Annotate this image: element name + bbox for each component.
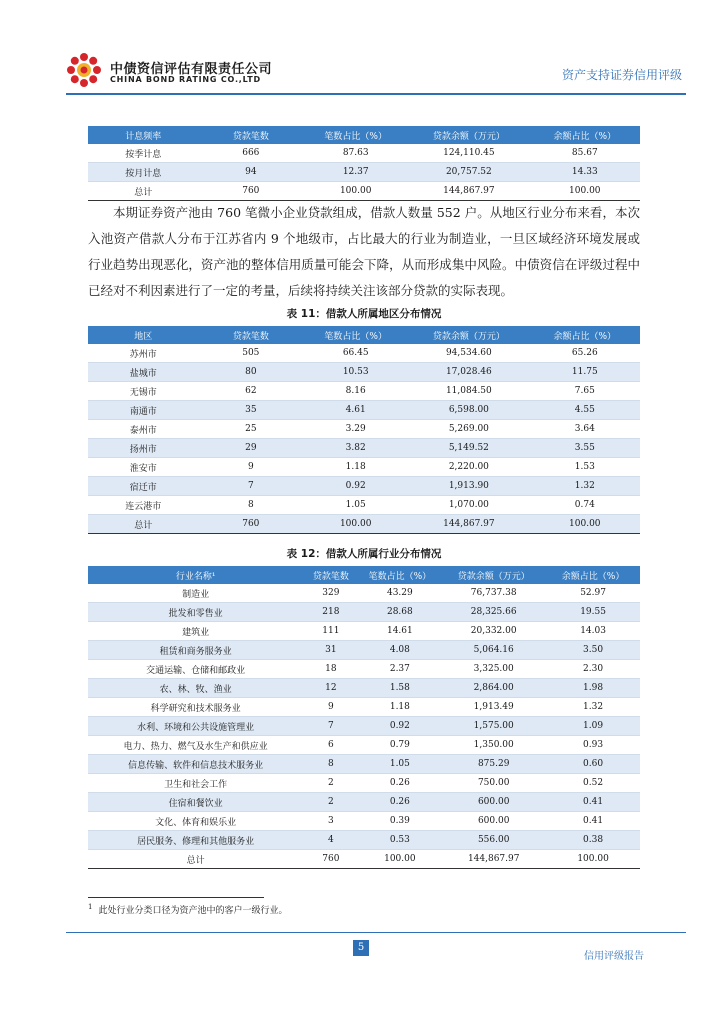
table-row — [88, 496, 640, 515]
table-cell: 2,220.00 — [408, 458, 529, 477]
table-cell: 0.93 — [546, 736, 640, 755]
table-cell: 9 — [198, 458, 303, 477]
table-cell: 无锡市 — [88, 382, 198, 401]
table-cell: 1.32 — [546, 698, 640, 717]
table-row — [88, 698, 640, 717]
table-cell: 4.55 — [530, 401, 640, 420]
column-header: 余额占比（%） — [530, 126, 640, 144]
footnote-divider — [88, 897, 264, 898]
table-cell: 3.50 — [546, 641, 640, 660]
table-cell: 9 — [303, 698, 358, 717]
table-row — [88, 584, 640, 603]
footer-divider — [66, 932, 686, 933]
company-name-en: CHINA BOND RATING CO.,LTD — [110, 75, 261, 84]
table-row — [88, 458, 640, 477]
column-header: 贷款笔数 — [198, 126, 303, 144]
table-cell: 100.00 — [358, 850, 441, 869]
column-header: 计息频率 — [88, 126, 198, 144]
table-cell: 建筑业 — [88, 622, 303, 641]
table-cell: 1.98 — [546, 679, 640, 698]
table-cell: 0.41 — [546, 793, 640, 812]
table-row — [88, 736, 640, 755]
table-cell: 666 — [198, 144, 303, 163]
table-cell: 144,867.97 — [408, 182, 529, 201]
table-row — [88, 679, 640, 698]
column-header: 笔数占比（%） — [358, 566, 441, 584]
table-row — [88, 163, 640, 182]
table-row — [88, 660, 640, 679]
table-cell: 750.00 — [441, 774, 546, 793]
total-row — [88, 182, 640, 201]
company-name-cn: 中债资信评估有限责任公司 — [110, 62, 273, 77]
table-cell: 1.18 — [358, 698, 441, 717]
table-cell: 12.37 — [303, 163, 408, 182]
table-cell: 制造业 — [88, 584, 303, 603]
table-cell: 65.26 — [530, 344, 640, 363]
table-cell: 76,737.38 — [441, 584, 546, 603]
table-cell: 600.00 — [441, 793, 546, 812]
table-cell: 25 — [198, 420, 303, 439]
table-cell: 329 — [303, 584, 358, 603]
table-cell: 0.92 — [358, 717, 441, 736]
table-cell: 8 — [198, 496, 303, 515]
table-cell: 2.30 — [546, 660, 640, 679]
table-cell: 52.97 — [546, 584, 640, 603]
table-cell: 苏州市 — [88, 344, 198, 363]
table-cell: 科学研究和技术服务业 — [88, 698, 303, 717]
table-cell: 0.41 — [546, 812, 640, 831]
table-cell: 扬州市 — [88, 439, 198, 458]
table-cell: 5,149.52 — [408, 439, 529, 458]
table-cell: 1.18 — [303, 458, 408, 477]
table-row — [88, 401, 640, 420]
report-type: 资产支持证券信用评级 — [561, 68, 682, 82]
table-cell: 0.74 — [530, 496, 640, 515]
table-cell: 19.55 — [546, 603, 640, 622]
column-header: 行业名称¹ — [88, 566, 303, 584]
interest-frequency-table — [88, 126, 640, 201]
table-cell: 淮安市 — [88, 458, 198, 477]
table-cell: 11,084.50 — [408, 382, 529, 401]
table-cell: 17,028.46 — [408, 363, 529, 382]
table-cell: 文化、体育和娱乐业 — [88, 812, 303, 831]
table-cell: 100.00 — [303, 515, 408, 534]
table-cell: 1,350.00 — [441, 736, 546, 755]
body-paragraph: 本期证券资产池由 760 笔微小企业贷款组成，借款人数量 552 户。从地区行业分布来看，本次入池资产借款人分布于江苏省内 9 个地级市，占比最大的行业为制造业，一旦区域经济环境发展或行业趋势出现恶化，资产池的整体信用质量可能会下降，从而形成集中风险。中债资信在评级过程中已经对不利因素进行了一定的考量，后续将持续关注该部分贷款的实际表现。 — [88, 205, 640, 298]
table-cell: 31 — [303, 641, 358, 660]
table-cell: 875.29 — [441, 755, 546, 774]
table-cell: 111 — [303, 622, 358, 641]
table-row — [88, 774, 640, 793]
table-cell: 交通运输、仓储和邮政业 — [88, 660, 303, 679]
table-row — [88, 363, 640, 382]
table-cell: 2,864.00 — [441, 679, 546, 698]
table-cell: 14.03 — [546, 622, 640, 641]
table-cell: 5,269.00 — [408, 420, 529, 439]
table-cell: 3 — [303, 812, 358, 831]
table-cell: 0.79 — [358, 736, 441, 755]
footnote-mark: 1 — [88, 903, 93, 911]
table-cell: 3.29 — [303, 420, 408, 439]
table-cell: 4 — [303, 831, 358, 850]
table-cell: 2 — [303, 793, 358, 812]
table-cell: 35 — [198, 401, 303, 420]
table-cell: 住宿和餐饮业 — [88, 793, 303, 812]
footnote — [88, 903, 287, 916]
total-row — [88, 515, 640, 534]
table-cell: 泰州市 — [88, 420, 198, 439]
table-cell: 1.53 — [530, 458, 640, 477]
table-cell: 0.53 — [358, 831, 441, 850]
table-cell: 760 — [303, 850, 358, 869]
table-row — [88, 717, 640, 736]
column-header: 贷款笔数 — [198, 326, 303, 344]
company-logo-icon — [66, 52, 102, 88]
table-cell: 144,867.97 — [408, 515, 529, 534]
table-cell: 12 — [303, 679, 358, 698]
table-cell: 100.00 — [546, 850, 640, 869]
table-row — [88, 641, 640, 660]
table-cell: 卫生和社会工作 — [88, 774, 303, 793]
table-12-caption: 表 12：借款人所属行业分布情况 — [286, 548, 442, 560]
footer-label: 信用评级报告 — [584, 951, 644, 962]
table-cell: 28,325.66 — [441, 603, 546, 622]
table-cell: 600.00 — [441, 812, 546, 831]
table-cell: 505 — [198, 344, 303, 363]
table-cell: 2.37 — [358, 660, 441, 679]
column-header: 笔数占比（%） — [303, 126, 408, 144]
table-cell: 1.09 — [546, 717, 640, 736]
table-row — [88, 439, 640, 458]
table-cell: 0.26 — [358, 793, 441, 812]
column-header: 贷款笔数 — [303, 566, 358, 584]
column-header: 余额占比（%） — [546, 566, 640, 584]
table-cell: 3.55 — [530, 439, 640, 458]
table-cell: 3.64 — [530, 420, 640, 439]
table-row — [88, 831, 640, 850]
table-header-row — [88, 326, 640, 344]
table-cell: 0.38 — [546, 831, 640, 850]
table-cell: 28.68 — [358, 603, 441, 622]
table-cell: 4.08 — [358, 641, 441, 660]
table-row — [88, 420, 640, 439]
column-header: 贷款余额（万元） — [408, 326, 529, 344]
table-row — [88, 382, 640, 401]
table-cell: 0.39 — [358, 812, 441, 831]
table-cell: 1.32 — [530, 477, 640, 496]
table-cell: 8.16 — [303, 382, 408, 401]
table-cell: 1,913.90 — [408, 477, 529, 496]
table-cell: 18 — [303, 660, 358, 679]
table-cell: 62 — [198, 382, 303, 401]
table-cell: 1.05 — [303, 496, 408, 515]
table-cell: 85.67 — [530, 144, 640, 163]
total-row — [88, 850, 640, 869]
table-cell: 94 — [198, 163, 303, 182]
table-cell: 0.92 — [303, 477, 408, 496]
table-cell: 1.05 — [358, 755, 441, 774]
table-cell: 居民服务、修理和其他服务业 — [88, 831, 303, 850]
table-cell: 盐城市 — [88, 363, 198, 382]
table-header-row — [88, 126, 640, 144]
table-cell: 5,064.16 — [441, 641, 546, 660]
table-cell: 7 — [303, 717, 358, 736]
column-header: 贷款余额（万元） — [408, 126, 529, 144]
table-cell: 1,913.49 — [441, 698, 546, 717]
table-cell: 556.00 — [441, 831, 546, 850]
table-cell: 760 — [198, 182, 303, 201]
table-cell: 100.00 — [530, 515, 640, 534]
table-cell: 3.82 — [303, 439, 408, 458]
table-row — [88, 603, 640, 622]
table-row — [88, 477, 640, 496]
table-cell: 租赁和商务服务业 — [88, 641, 303, 660]
table-cell: 按季计息 — [88, 144, 198, 163]
column-header: 地区 — [88, 326, 198, 344]
table-cell: 80 — [198, 363, 303, 382]
table-cell: 6 — [303, 736, 358, 755]
table-cell: 29 — [198, 439, 303, 458]
table-cell: 1.58 — [358, 679, 441, 698]
table-cell: 100.00 — [530, 182, 640, 201]
column-header: 贷款余额（万元） — [441, 566, 546, 584]
table-cell: 总计 — [88, 850, 303, 869]
table-cell: 7 — [198, 477, 303, 496]
table-cell: 760 — [198, 515, 303, 534]
table-cell: 124,110.45 — [408, 144, 529, 163]
table-cell: 100.00 — [303, 182, 408, 201]
table-cell: 8 — [303, 755, 358, 774]
table-cell: 4.61 — [303, 401, 408, 420]
column-header: 笔数占比（%） — [303, 326, 408, 344]
table-cell: 20,332.00 — [441, 622, 546, 641]
table-cell: 0.60 — [546, 755, 640, 774]
table-row — [88, 812, 640, 831]
table-cell: 2 — [303, 774, 358, 793]
table-cell: 11.75 — [530, 363, 640, 382]
footnote-text: 此处行业分类口径为资产池中的客户一级行业。 — [98, 906, 288, 916]
table-header-row — [88, 566, 640, 584]
industry-distribution-table — [88, 566, 640, 869]
table-cell: 总计 — [88, 182, 198, 201]
page-header — [66, 52, 686, 88]
header-divider — [66, 93, 686, 95]
table-cell: 94,534.60 — [408, 344, 529, 363]
table-11-caption: 表 11：借款人所属地区分布情况 — [286, 308, 442, 320]
table-cell: 66.45 — [303, 344, 408, 363]
column-header: 余额占比（%） — [530, 326, 640, 344]
table-cell: 43.29 — [358, 584, 441, 603]
table-cell: 宿迁市 — [88, 477, 198, 496]
region-distribution-table — [88, 326, 640, 534]
table-cell: 14.61 — [358, 622, 441, 641]
table-row — [88, 755, 640, 774]
table-row — [88, 344, 640, 363]
page-number: 5 — [353, 940, 369, 956]
table-cell: 水利、环境和公共设施管理业 — [88, 717, 303, 736]
table-cell: 3,325.00 — [441, 660, 546, 679]
table-cell: 10.53 — [303, 363, 408, 382]
table-cell: 1,070.00 — [408, 496, 529, 515]
table-cell: 20,757.52 — [408, 163, 529, 182]
table-row — [88, 793, 640, 812]
table-cell: 农、林、牧、渔业 — [88, 679, 303, 698]
table-cell: 总计 — [88, 515, 198, 534]
table-cell: 连云港市 — [88, 496, 198, 515]
table-cell: 信息传输、软件和信息技术服务业 — [88, 755, 303, 774]
table-row — [88, 144, 640, 163]
table-cell: 批发和零售业 — [88, 603, 303, 622]
table-row — [88, 622, 640, 641]
table-cell: 14.33 — [530, 163, 640, 182]
table-cell: 144,867.97 — [441, 850, 546, 869]
table-cell: 1,575.00 — [441, 717, 546, 736]
table-cell: 87.63 — [303, 144, 408, 163]
table-cell: 0.52 — [546, 774, 640, 793]
table-cell: 0.26 — [358, 774, 441, 793]
table-cell: 南通市 — [88, 401, 198, 420]
table-cell: 218 — [303, 603, 358, 622]
table-cell: 按月计息 — [88, 163, 198, 182]
table-cell: 6,598.00 — [408, 401, 529, 420]
table-cell: 7.65 — [530, 382, 640, 401]
table-cell: 电力、热力、燃气及水生产和供应业 — [88, 736, 303, 755]
